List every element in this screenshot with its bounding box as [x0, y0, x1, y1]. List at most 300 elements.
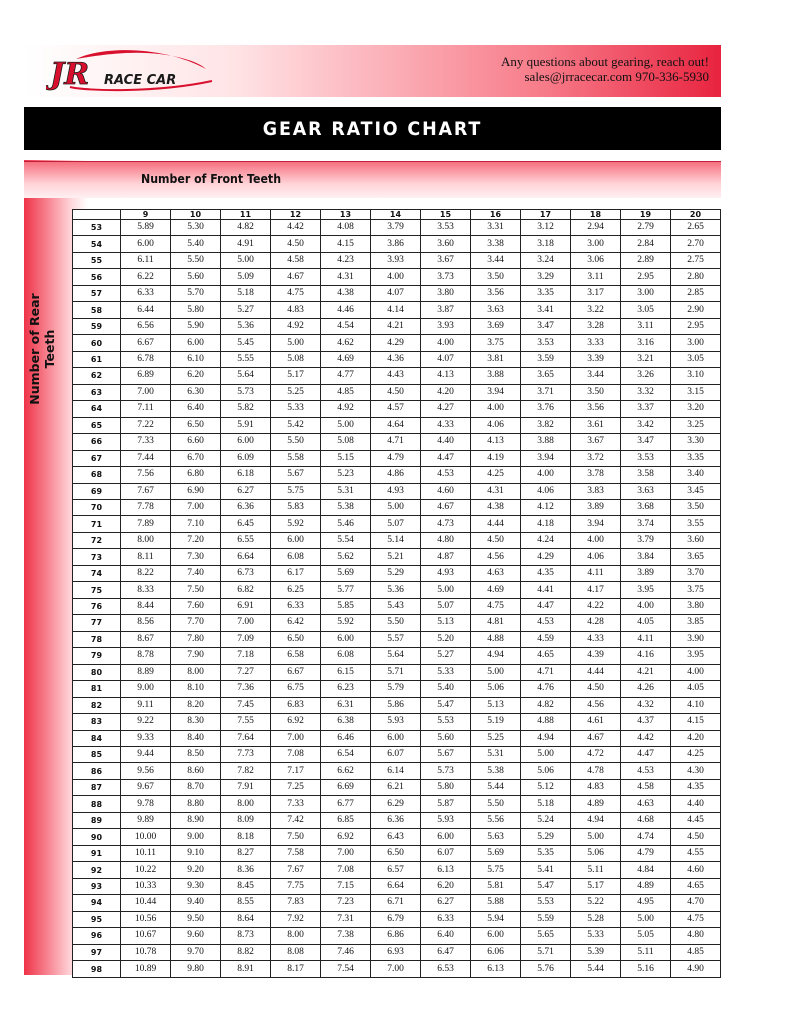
- ratio-cell: 7.00: [371, 961, 421, 978]
- ratio-cell: 5.00: [471, 664, 521, 680]
- ratio-cell: 5.63: [471, 829, 521, 845]
- ratio-cell: 6.60: [171, 434, 221, 450]
- rear-teeth-header: 98: [73, 961, 121, 978]
- ratio-cell: 9.40: [171, 895, 221, 911]
- ratio-cell: 3.93: [421, 318, 471, 334]
- ratio-cell: 4.19: [471, 450, 521, 466]
- ratio-cell: 6.00: [321, 631, 371, 647]
- ratio-cell: 5.64: [221, 368, 271, 384]
- ratio-cell: 6.55: [221, 532, 271, 548]
- page-title: GEAR RATIO CHART: [262, 118, 483, 140]
- ratio-cell: 7.70: [171, 615, 221, 631]
- ratio-cell: 6.36: [221, 499, 271, 515]
- header-banner: [24, 45, 721, 97]
- rear-teeth-header: 73: [73, 549, 121, 565]
- ratio-cell: 3.45: [671, 483, 721, 499]
- ratio-cell: 4.00: [471, 401, 521, 417]
- ratio-cell: 4.43: [371, 368, 421, 384]
- ratio-cell: 6.91: [221, 598, 271, 614]
- table-row: [73, 714, 721, 730]
- ratio-cell: 3.00: [571, 236, 621, 252]
- ratio-cell: 5.22: [571, 895, 621, 911]
- ratio-cell: 5.07: [421, 598, 471, 614]
- ratio-cell: 9.70: [171, 944, 221, 960]
- table-row: [73, 812, 721, 828]
- ratio-cell: 8.00: [271, 928, 321, 944]
- ratio-cell: 3.12: [521, 220, 571, 236]
- rear-teeth-header: 74: [73, 565, 121, 581]
- ratio-cell: 7.60: [171, 598, 221, 614]
- ratio-cell: 6.08: [321, 648, 371, 664]
- ratio-cell: 6.57: [371, 862, 421, 878]
- ratio-cell: 6.82: [221, 582, 271, 598]
- rear-teeth-header: 96: [73, 928, 121, 944]
- ratio-cell: 4.53: [421, 467, 471, 483]
- ratio-cell: 7.36: [221, 681, 271, 697]
- ratio-cell: 2.70: [671, 236, 721, 252]
- ratio-cell: 4.68: [621, 812, 671, 828]
- ratio-cell: 3.65: [521, 368, 571, 384]
- ratio-cell: 4.17: [571, 582, 621, 598]
- ratio-cell: 5.27: [421, 648, 471, 664]
- ratio-cell: 6.50: [171, 417, 221, 433]
- ratio-cell: 6.38: [321, 714, 371, 730]
- table-row: [73, 747, 721, 763]
- ratio-cell: 10.89: [121, 961, 171, 978]
- ratio-cell: 9.22: [121, 714, 171, 730]
- rear-teeth-header: 71: [73, 516, 121, 532]
- front-teeth-header: 20: [671, 210, 721, 220]
- ratio-cell: 5.50: [271, 434, 321, 450]
- ratio-cell: 3.25: [671, 417, 721, 433]
- ratio-cell: 6.50: [371, 845, 421, 861]
- ratio-cell: 3.44: [471, 252, 521, 268]
- ratio-cell: 5.13: [471, 697, 521, 713]
- ratio-cell: 5.67: [271, 467, 321, 483]
- ratio-cell: 5.92: [321, 615, 371, 631]
- ratio-cell: 6.56: [121, 318, 171, 334]
- ratio-cell: 3.05: [621, 302, 671, 318]
- ratio-cell: 4.63: [471, 565, 521, 581]
- ratio-cell: 5.16: [621, 961, 671, 978]
- table-row: [73, 911, 721, 927]
- ratio-cell: 6.70: [171, 450, 221, 466]
- ratio-cell: 4.28: [571, 615, 621, 631]
- ratio-cell: 5.36: [371, 582, 421, 598]
- ratio-cell: 4.06: [471, 417, 521, 433]
- ratio-cell: 4.50: [471, 532, 521, 548]
- ratio-cell: 4.83: [571, 779, 621, 795]
- ratio-cell: 4.29: [521, 549, 571, 565]
- ratio-cell: 4.31: [471, 483, 521, 499]
- ratio-cell: 4.00: [621, 598, 671, 614]
- ratio-cell: 6.06: [471, 944, 521, 960]
- ratio-cell: 3.70: [671, 565, 721, 581]
- rear-teeth-header: 81: [73, 681, 121, 697]
- ratio-cell: 4.38: [471, 499, 521, 515]
- ratio-cell: 8.64: [221, 911, 271, 927]
- ratio-cell: 6.31: [321, 697, 371, 713]
- ratio-cell: 4.76: [521, 681, 571, 697]
- ratio-cell: 4.50: [371, 384, 421, 400]
- ratio-cell: 8.56: [121, 615, 171, 631]
- ratio-cell: 5.19: [471, 714, 521, 730]
- ratio-cell: 9.89: [121, 812, 171, 828]
- ratio-cell: 6.17: [271, 565, 321, 581]
- ratio-cell: 3.06: [571, 252, 621, 268]
- ratio-cell: 8.33: [121, 582, 171, 598]
- ratio-cell: 5.41: [521, 862, 571, 878]
- ratio-cell: 7.31: [321, 911, 371, 927]
- ratio-cell: 6.40: [171, 401, 221, 417]
- ratio-cell: 3.75: [671, 582, 721, 598]
- ratio-cell: 7.56: [121, 467, 171, 483]
- front-teeth-header: 11: [221, 210, 271, 220]
- ratio-cell: 7.27: [221, 664, 271, 680]
- table-row: [73, 664, 721, 680]
- ratio-cell: 3.76: [521, 401, 571, 417]
- ratio-cell: 7.45: [221, 697, 271, 713]
- ratio-cell: 4.69: [471, 582, 521, 598]
- rear-teeth-header: 83: [73, 714, 121, 730]
- table-row: [73, 499, 721, 515]
- ratio-cell: 5.00: [521, 747, 571, 763]
- rear-teeth-header: 76: [73, 598, 121, 614]
- ratio-cell: 4.73: [421, 516, 471, 532]
- ratio-cell: 3.83: [571, 483, 621, 499]
- ratio-cell: 9.60: [171, 928, 221, 944]
- ratio-cell: 5.87: [421, 796, 471, 812]
- ratio-cell: 6.67: [271, 664, 321, 680]
- table-row: [73, 285, 721, 301]
- ratio-cell: 4.82: [521, 697, 571, 713]
- rear-teeth-header: 92: [73, 862, 121, 878]
- table-row: [73, 532, 721, 548]
- ratio-cell: 9.30: [171, 878, 221, 894]
- rear-teeth-header: 63: [73, 384, 121, 400]
- contact-line-1: Any questions about gearing, reach out!: [501, 54, 709, 69]
- ratio-cell: 4.36: [371, 351, 421, 367]
- ratio-cell: 8.18: [221, 829, 271, 845]
- rear-teeth-header: 61: [73, 351, 121, 367]
- header-row: [73, 210, 721, 220]
- ratio-cell: 3.05: [671, 351, 721, 367]
- table-row: [73, 862, 721, 878]
- ratio-cell: 5.06: [521, 763, 571, 779]
- table-row: [73, 565, 721, 581]
- ratio-cell: 5.12: [521, 779, 571, 795]
- ratio-cell: 4.42: [271, 220, 321, 236]
- rear-teeth-header: 59: [73, 318, 121, 334]
- ratio-cell: 6.73: [221, 565, 271, 581]
- ratio-cell: 6.69: [321, 779, 371, 795]
- ratio-cell: 7.33: [271, 796, 321, 812]
- ratio-cell: 4.70: [671, 895, 721, 911]
- ratio-cell: 7.22: [121, 417, 171, 433]
- ratio-cell: 4.00: [571, 532, 621, 548]
- ratio-cell: 4.54: [321, 318, 371, 334]
- ratio-cell: 8.70: [171, 779, 221, 795]
- ratio-cell: 3.50: [571, 384, 621, 400]
- rear-teeth-header: 97: [73, 944, 121, 960]
- ratio-cell: 4.77: [321, 368, 371, 384]
- ratio-cell: 4.38: [321, 285, 371, 301]
- ratio-cell: 3.32: [621, 384, 671, 400]
- ratio-cell: 5.76: [521, 961, 571, 978]
- ratio-cell: 4.25: [671, 747, 721, 763]
- ratio-cell: 3.53: [621, 450, 671, 466]
- rear-teeth-label: Number of Rear Teeth: [27, 293, 57, 405]
- ratio-cell: 4.25: [471, 467, 521, 483]
- ratio-cell: 3.41: [521, 302, 571, 318]
- gear-ratio-table: [72, 209, 721, 978]
- ratio-cell: 6.43: [371, 829, 421, 845]
- ratio-cell: 8.55: [221, 895, 271, 911]
- ratio-cell: 4.95: [621, 895, 671, 911]
- ratio-cell: 5.06: [571, 845, 621, 861]
- ratio-cell: 8.08: [271, 944, 321, 960]
- rear-teeth-header: 89: [73, 812, 121, 828]
- ratio-cell: 5.50: [171, 252, 221, 268]
- ratio-cell: 3.81: [471, 351, 521, 367]
- ratio-cell: 5.33: [421, 664, 471, 680]
- ratio-cell: 3.31: [471, 220, 521, 236]
- table-row: [73, 681, 721, 697]
- ratio-cell: 3.26: [621, 368, 671, 384]
- ratio-cell: 4.06: [571, 549, 621, 565]
- ratio-cell: 6.21: [371, 779, 421, 795]
- ratio-cell: 9.80: [171, 961, 221, 978]
- ratio-cell: 4.33: [571, 631, 621, 647]
- ratio-cell: 6.23: [321, 681, 371, 697]
- ratio-cell: 6.15: [321, 664, 371, 680]
- ratio-cell: 7.82: [221, 763, 271, 779]
- ratio-cell: 8.27: [221, 845, 271, 861]
- ratio-cell: 6.14: [371, 763, 421, 779]
- ratio-cell: 6.00: [371, 730, 421, 746]
- contact-info: [501, 54, 709, 84]
- ratio-cell: 4.88: [471, 631, 521, 647]
- ratio-cell: 4.94: [521, 730, 571, 746]
- rear-teeth-header: 58: [73, 302, 121, 318]
- ratio-cell: 5.93: [371, 714, 421, 730]
- ratio-cell: 5.31: [471, 747, 521, 763]
- ratio-cell: 5.40: [171, 236, 221, 252]
- ratio-cell: 6.36: [371, 812, 421, 828]
- ratio-cell: 5.11: [621, 944, 671, 960]
- table-row: [73, 829, 721, 845]
- ratio-cell: 4.35: [671, 779, 721, 795]
- ratio-cell: 5.23: [321, 467, 371, 483]
- ratio-cell: 4.21: [371, 318, 421, 334]
- ratio-cell: 3.59: [521, 351, 571, 367]
- ratio-cell: 3.79: [371, 220, 421, 236]
- ratio-cell: 8.00: [171, 664, 221, 680]
- ratio-cell: 10.67: [121, 928, 171, 944]
- rear-teeth-header: 69: [73, 483, 121, 499]
- ratio-cell: 3.60: [421, 236, 471, 252]
- ratio-cell: 4.32: [621, 697, 671, 713]
- ratio-cell: 5.71: [521, 944, 571, 960]
- ratio-cell: 3.58: [621, 467, 671, 483]
- ratio-cell: 4.11: [571, 565, 621, 581]
- ratio-cell: 9.33: [121, 730, 171, 746]
- ratio-cell: 5.88: [471, 895, 521, 911]
- ratio-cell: 5.53: [521, 895, 571, 911]
- ratio-cell: 6.20: [421, 878, 471, 894]
- ratio-cell: 6.67: [121, 335, 171, 351]
- ratio-cell: 8.60: [171, 763, 221, 779]
- ratio-cell: 7.75: [271, 878, 321, 894]
- ratio-cell: 6.53: [421, 961, 471, 978]
- ratio-cell: 6.40: [421, 928, 471, 944]
- ratio-cell: 3.84: [621, 549, 671, 565]
- table-row: [73, 615, 721, 631]
- front-teeth-header: 10: [171, 210, 221, 220]
- ratio-cell: 3.93: [371, 252, 421, 268]
- table-row: [73, 944, 721, 960]
- ratio-cell: 5.38: [321, 499, 371, 515]
- ratio-cell: 6.44: [121, 302, 171, 318]
- ratio-cell: 4.50: [671, 829, 721, 845]
- table-row: [73, 549, 721, 565]
- ratio-cell: 7.23: [321, 895, 371, 911]
- ratio-cell: 5.69: [321, 565, 371, 581]
- ratio-cell: 8.00: [121, 532, 171, 548]
- ratio-cell: 4.86: [371, 467, 421, 483]
- ratio-cell: 3.95: [671, 648, 721, 664]
- ratio-cell: 2.95: [621, 269, 671, 285]
- ratio-cell: 10.44: [121, 895, 171, 911]
- ratio-cell: 4.30: [671, 763, 721, 779]
- ratio-cell: 4.20: [671, 730, 721, 746]
- ratio-cell: 4.75: [671, 911, 721, 927]
- ratio-cell: 3.00: [621, 285, 671, 301]
- ratio-cell: 4.26: [621, 681, 671, 697]
- ratio-cell: 6.22: [121, 269, 171, 285]
- ratio-cell: 4.94: [571, 812, 621, 828]
- ratio-cell: 6.07: [421, 845, 471, 861]
- ratio-cell: 4.72: [571, 747, 621, 763]
- title-bar: [24, 107, 721, 150]
- ratio-cell: 3.95: [621, 582, 671, 598]
- ratio-cell: 7.38: [321, 928, 371, 944]
- ratio-cell: 6.54: [321, 747, 371, 763]
- ratio-cell: 4.15: [321, 236, 371, 252]
- ratio-cell: 6.79: [371, 911, 421, 927]
- ratio-cell: 4.85: [671, 944, 721, 960]
- ratio-cell: 4.00: [371, 269, 421, 285]
- ratio-cell: 3.10: [671, 368, 721, 384]
- ratio-cell: 5.55: [221, 351, 271, 367]
- ratio-cell: 6.46: [321, 730, 371, 746]
- ratio-cell: 4.82: [221, 220, 271, 236]
- ratio-cell: 6.00: [271, 532, 321, 548]
- ratio-cell: 5.29: [521, 829, 571, 845]
- ratio-cell: 2.80: [671, 269, 721, 285]
- ratio-cell: 4.67: [271, 269, 321, 285]
- ratio-cell: 5.89: [121, 220, 171, 236]
- ratio-cell: 5.58: [271, 450, 321, 466]
- ratio-cell: 5.18: [221, 285, 271, 301]
- corner-cell: [73, 210, 121, 220]
- ratio-cell: 4.31: [321, 269, 371, 285]
- ratio-cell: 6.93: [371, 944, 421, 960]
- ratio-cell: 4.79: [621, 845, 671, 861]
- ratio-cell: 4.05: [671, 681, 721, 697]
- ratio-cell: 7.00: [121, 384, 171, 400]
- ratio-cell: 4.40: [421, 434, 471, 450]
- ratio-cell: 4.92: [271, 318, 321, 334]
- ratio-cell: 4.89: [571, 796, 621, 812]
- ratio-cell: 5.50: [371, 615, 421, 631]
- ratio-cell: 5.53: [421, 714, 471, 730]
- ratio-cell: 3.94: [521, 450, 571, 466]
- ratio-cell: 5.13: [421, 615, 471, 631]
- ratio-cell: 9.78: [121, 796, 171, 812]
- ratio-cell: 5.67: [421, 747, 471, 763]
- ratio-cell: 6.33: [271, 598, 321, 614]
- ratio-cell: 6.25: [271, 582, 321, 598]
- table-row: [73, 763, 721, 779]
- ratio-cell: 7.89: [121, 516, 171, 532]
- ratio-cell: 3.88: [521, 434, 571, 450]
- ratio-cell: 6.47: [421, 944, 471, 960]
- ratio-cell: 3.61: [571, 417, 621, 433]
- ratio-cell: 3.60: [671, 532, 721, 548]
- rear-teeth-header: 80: [73, 664, 121, 680]
- ratio-cell: 5.71: [371, 664, 421, 680]
- ratio-cell: 4.56: [471, 549, 521, 565]
- ratio-cell: 8.73: [221, 928, 271, 944]
- ratio-cell: 5.47: [521, 878, 571, 894]
- ratio-cell: 4.71: [521, 664, 571, 680]
- ratio-cell: 3.63: [471, 302, 521, 318]
- rear-teeth-header: 70: [73, 499, 121, 515]
- ratio-cell: 4.37: [621, 714, 671, 730]
- ratio-cell: 5.80: [171, 302, 221, 318]
- ratio-cell: 3.18: [521, 236, 571, 252]
- ratio-cell: 8.00: [221, 796, 271, 812]
- ratio-cell: 7.67: [121, 483, 171, 499]
- ratio-cell: 3.00: [671, 335, 721, 351]
- ratio-cell: 3.55: [671, 516, 721, 532]
- rear-teeth-header: 75: [73, 582, 121, 598]
- ratio-cell: 7.00: [171, 499, 221, 515]
- ratio-cell: 6.10: [171, 351, 221, 367]
- ratio-cell: 7.09: [221, 631, 271, 647]
- ratio-cell: 5.00: [221, 252, 271, 268]
- ratio-cell: 6.00: [121, 236, 171, 252]
- ratio-cell: 4.58: [621, 779, 671, 795]
- ratio-cell: 4.10: [671, 697, 721, 713]
- ratio-cell: 5.90: [171, 318, 221, 334]
- ratio-cell: 4.47: [621, 747, 671, 763]
- ratio-cell: 6.27: [421, 895, 471, 911]
- rear-teeth-header: 77: [73, 615, 121, 631]
- ratio-cell: 2.84: [621, 236, 671, 252]
- ratio-cell: 5.92: [271, 516, 321, 532]
- ratio-cell: 4.11: [621, 631, 671, 647]
- rear-teeth-header: 60: [73, 335, 121, 351]
- ratio-cell: 7.00: [321, 845, 371, 861]
- ratio-cell: 5.86: [371, 697, 421, 713]
- rear-teeth-header: 88: [73, 796, 121, 812]
- ratio-cell: 3.38: [471, 236, 521, 252]
- ratio-cell: 5.85: [321, 598, 371, 614]
- ratio-cell: 4.47: [521, 598, 571, 614]
- ratio-cell: 5.73: [421, 763, 471, 779]
